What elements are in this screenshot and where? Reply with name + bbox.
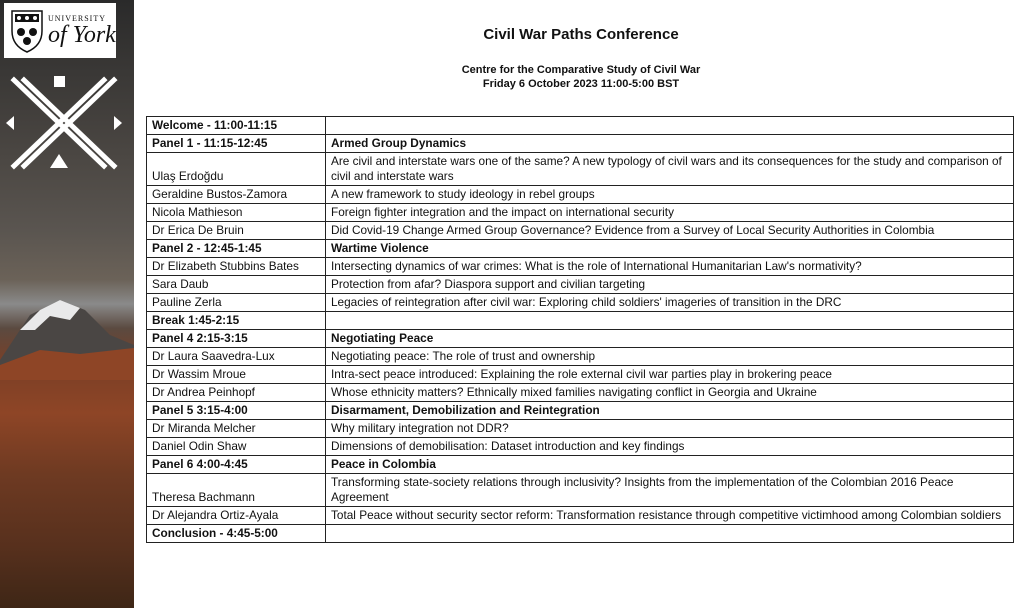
speaker-name: Geraldine Bustos-Zamora [147, 186, 326, 204]
session-time: Welcome - 11:00-11:15 [147, 117, 326, 135]
session-time: Break 1:45-2:15 [147, 312, 326, 330]
speaker-name: Dr Andrea Peinhopf [147, 384, 326, 402]
speaker-name: Sara Daub [147, 276, 326, 294]
talk-row [147, 384, 1014, 402]
talk-title: Why military integration not DDR? [326, 420, 1014, 438]
speaker-name: Theresa Bachmann [147, 474, 326, 507]
session-row [147, 312, 1014, 330]
session-row [147, 240, 1014, 258]
logo-line-1: UNIVERSITY [48, 13, 106, 23]
session-title [326, 312, 1014, 330]
talk-title: Did Covid-19 Change Armed Group Governance? Evidence from a Survey of Local Security Authorities in Colombia [326, 222, 1014, 240]
talk-title: Dimensions of demobilisation: Dataset introduction and key findings [326, 438, 1014, 456]
talk-title: Whose ethnicity matters? Ethnically mixed families navigating conflict in Georgia and Ukraine [326, 384, 1014, 402]
page-title: Civil War Paths Conference [483, 26, 679, 43]
talk-title: Protection from afar? Diaspora support and civilian targeting [326, 276, 1014, 294]
date-line: Friday 6 October 2023 11:00-5:00 BST [482, 78, 680, 90]
university-logo [4, 3, 116, 58]
session-time: Panel 5 3:15-4:00 [147, 402, 326, 420]
talk-row [147, 276, 1014, 294]
talk-title: Transforming state-society relations through inclusivity? Insights from the implementation of the Colombian 2016 Peace Agreement [326, 474, 1014, 507]
session-time: Panel 1 - 11:15-12:45 [147, 135, 326, 153]
emblem-icon [0, 70, 134, 180]
talk-row [147, 366, 1014, 384]
session-title: Negotiating Peace [326, 330, 1014, 348]
session-title: Disarmament, Demobilization and Reintegration [326, 402, 1014, 420]
speaker-name: Ulaş Erdoğdu [147, 153, 326, 186]
speaker-name: Dr Miranda Melcher [147, 420, 326, 438]
speaker-name: Dr Laura Saavedra-Lux [147, 348, 326, 366]
talk-row [147, 348, 1014, 366]
talk-row [147, 438, 1014, 456]
speaker-name: Dr Alejandra Ortiz-Ayala [147, 507, 326, 525]
session-row [147, 117, 1014, 135]
session-row [147, 402, 1014, 420]
crest-icon [10, 9, 44, 53]
mountain-image [0, 290, 134, 380]
session-time: Panel 6 4:00-4:45 [147, 456, 326, 474]
session-title: Peace in Colombia [326, 456, 1014, 474]
talk-title: Are civil and interstate wars one of the same? A new typology of civil wars and its consequences for the study and comparison of civil and interstate wars [326, 153, 1014, 186]
talk-row [147, 420, 1014, 438]
talk-title: Legacies of reintegration after civil war: Exploring child soldiers' imageries of transition in the DRC [326, 294, 1014, 312]
session-title: Armed Group Dynamics [326, 135, 1014, 153]
talk-title: Negotiating peace: The role of trust and ownership [326, 348, 1014, 366]
speaker-name: Pauline Zerla [147, 294, 326, 312]
talk-row [147, 258, 1014, 276]
schedule-table [146, 116, 1014, 543]
session-time: Panel 4 2:15-3:15 [147, 330, 326, 348]
talk-row [147, 294, 1014, 312]
session-title: Wartime Violence [326, 240, 1014, 258]
sidebar-banner [0, 0, 134, 608]
speaker-name: Dr Elizabeth Stubbins Bates [147, 258, 326, 276]
session-row [147, 330, 1014, 348]
session-row [147, 456, 1014, 474]
session-time: Conclusion - 4:45-5:00 [147, 525, 326, 543]
talk-row [147, 186, 1014, 204]
talk-title: Foreign fighter integration and the impact on international security [326, 204, 1014, 222]
talk-row [147, 204, 1014, 222]
session-title [326, 117, 1014, 135]
subtitle: Centre for the Comparative Study of Civil War [461, 64, 701, 76]
talk-row [147, 153, 1014, 186]
talk-title: A new framework to study ideology in rebel groups [326, 186, 1014, 204]
talk-row [147, 474, 1014, 507]
talk-row [147, 222, 1014, 240]
talk-title: Intersecting dynamics of war crimes: What is the role of International Humanitarian Law's normativity? [326, 258, 1014, 276]
speaker-name: Nicola Mathieson [147, 204, 326, 222]
speaker-name: Dr Erica De Bruin [147, 222, 326, 240]
talk-title: Intra-sect peace introduced: Explaining the role external civil war parties play in brokering peace [326, 366, 1014, 384]
session-row [147, 135, 1014, 153]
speaker-name: Daniel Odin Shaw [147, 438, 326, 456]
session-title [326, 525, 1014, 543]
talk-title: Total Peace without security sector reform: Transformation resistance through competitive victimhood among Colombian soldiers [326, 507, 1014, 525]
session-time: Panel 2 - 12:45-1:45 [147, 240, 326, 258]
subtitle-block [340, 63, 822, 91]
session-row [147, 525, 1014, 543]
talk-row [147, 507, 1014, 525]
speaker-name: Dr Wassim Mroue [147, 366, 326, 384]
logo-line-2: of York [48, 21, 116, 48]
